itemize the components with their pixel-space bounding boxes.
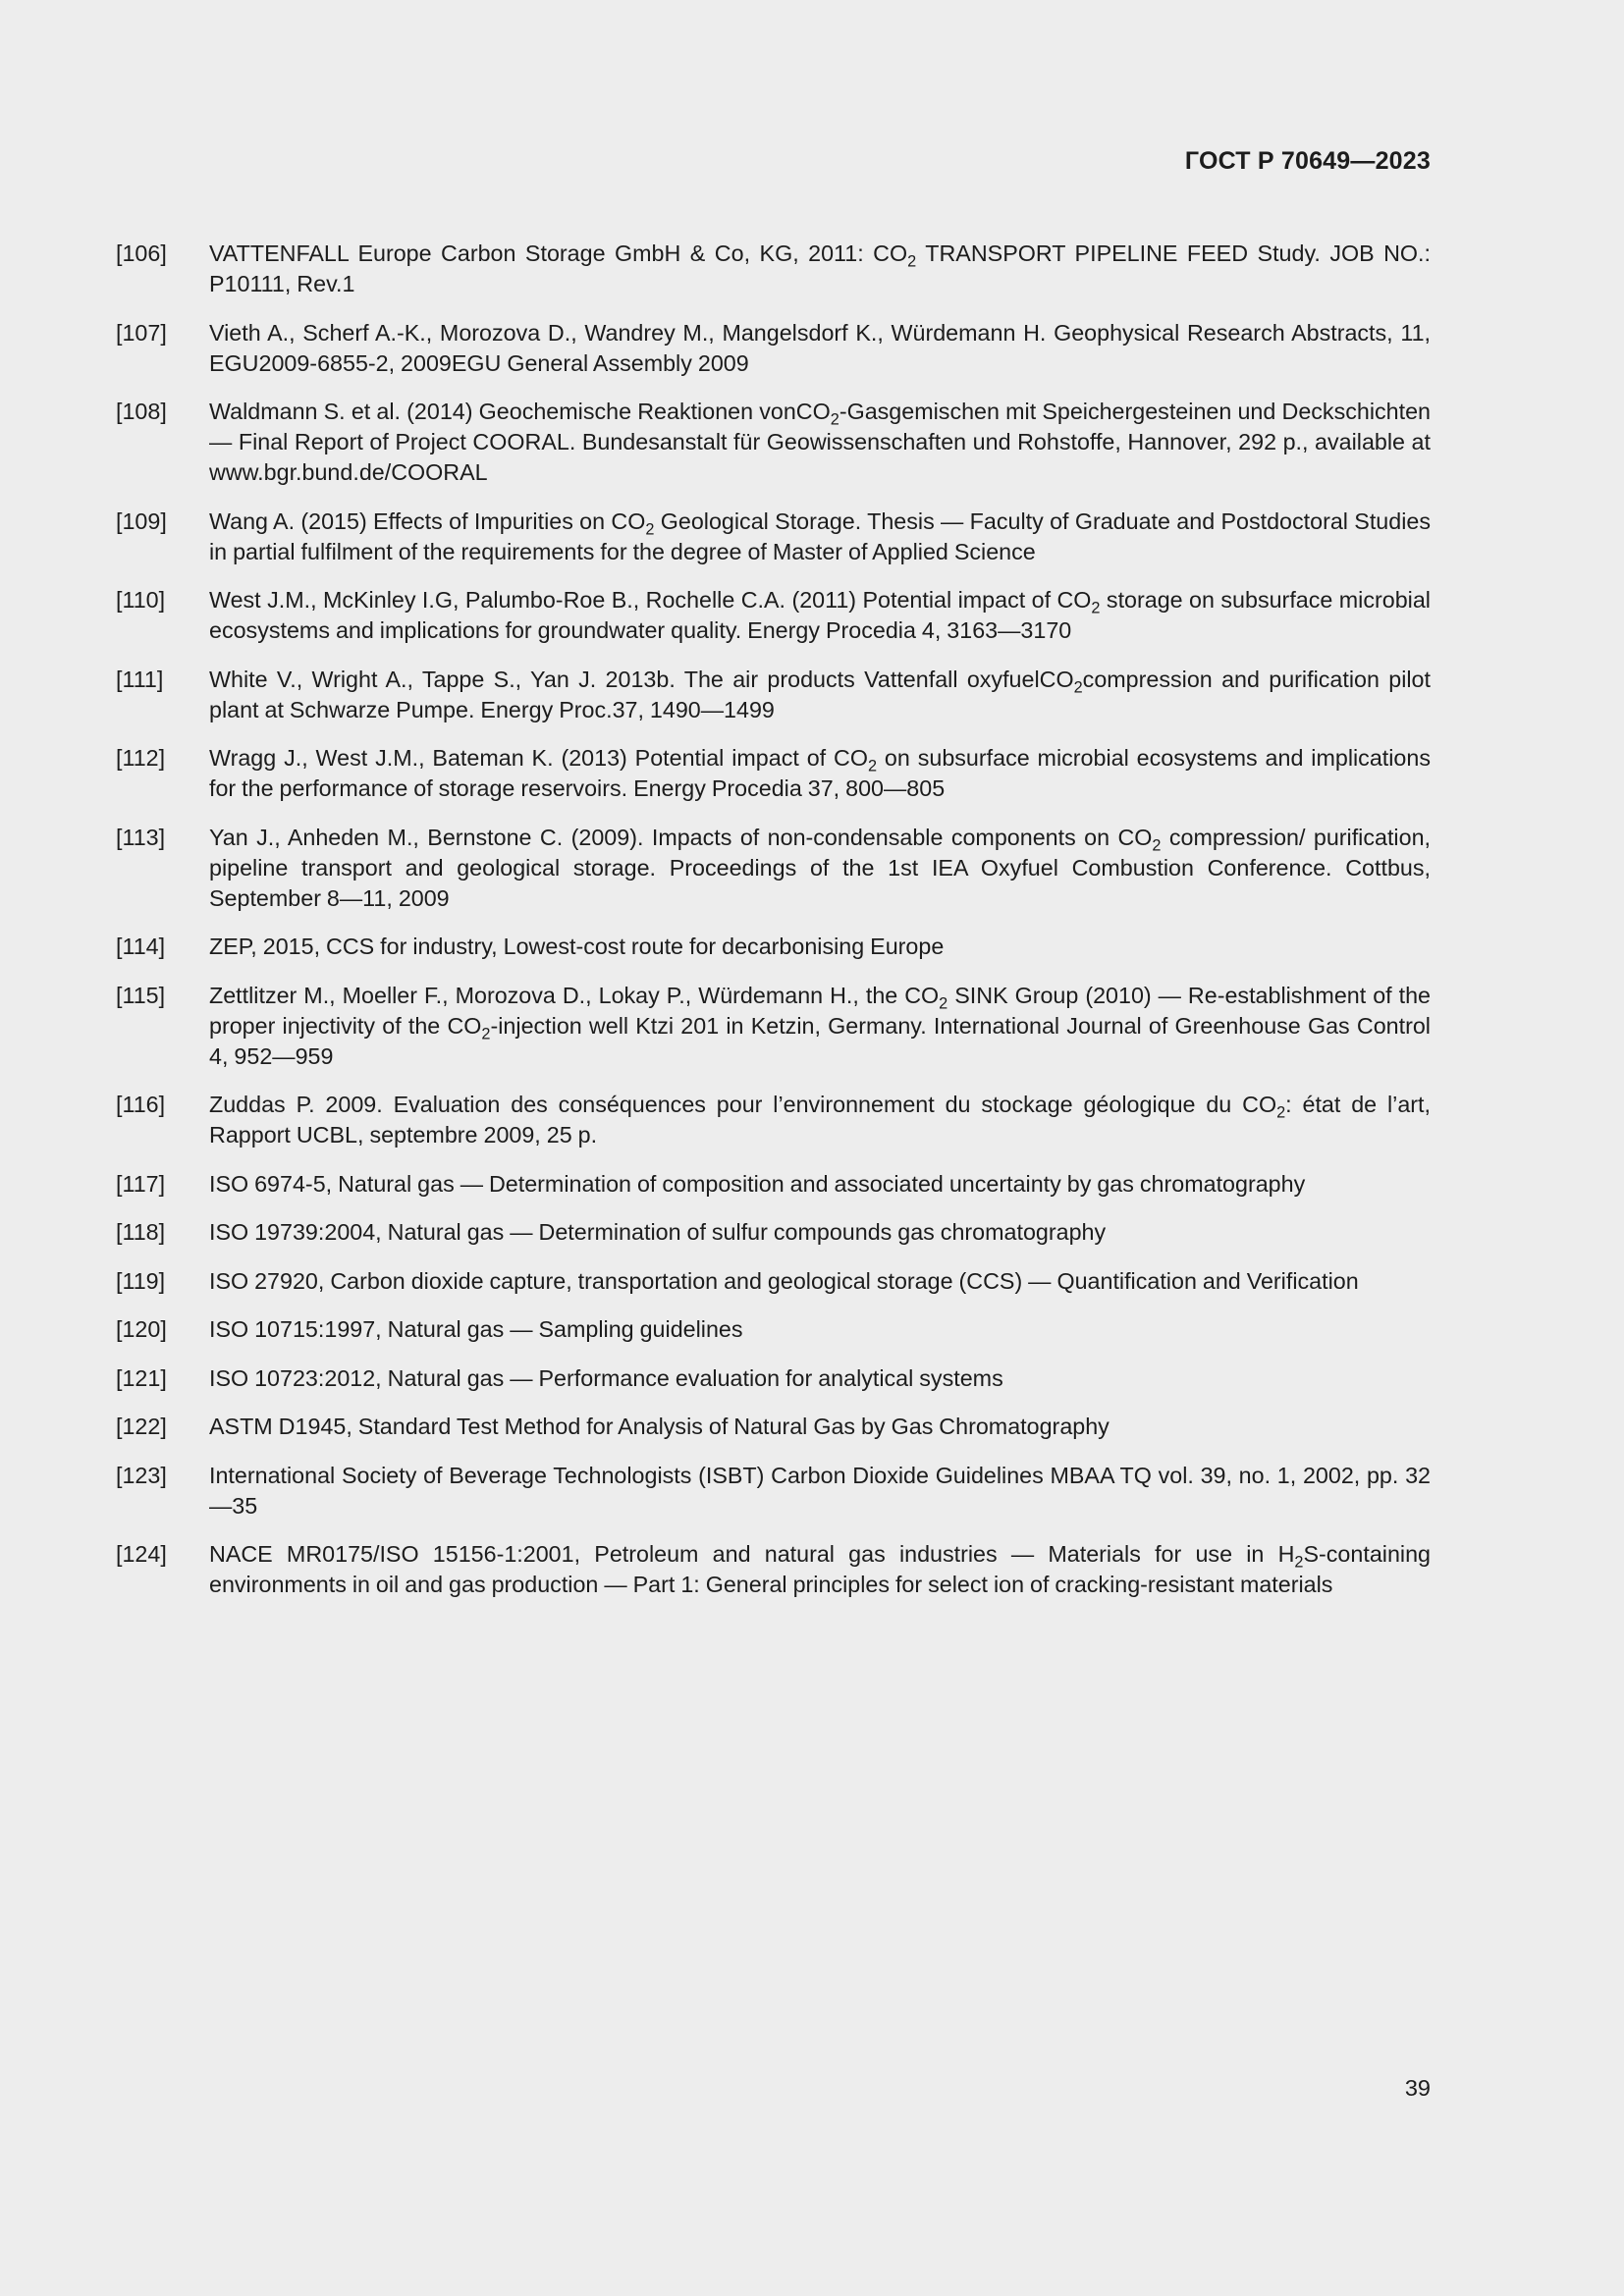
reference-text-segment: Wragg J., West J.M., Bateman K. (2013) Potential impact of CO <box>209 745 868 771</box>
reference-number: [121] <box>116 1364 167 1391</box>
reference-text <box>209 318 1431 379</box>
reference-number: [107] <box>116 319 167 346</box>
reference-item <box>116 1266 1431 1297</box>
subscript: 2 <box>830 410 839 429</box>
reference-number: [114] <box>116 934 166 959</box>
reference-text <box>209 585 1431 646</box>
reference-text-segment: Zuddas P. 2009. Evaluation des conséquences pour l’environnement du stockage géologique du CO <box>209 1092 1277 1117</box>
reference-text-segment: Yan J., Anheden M., Bernstone C. (2009). Impacts of non-condensable components on CO <box>209 824 1153 850</box>
reference-text <box>209 743 1431 804</box>
reference-text <box>209 665 1431 725</box>
reference-item <box>116 743 1431 804</box>
reference-text-segment: ISO 19739:2004, Natural gas — Determination of sulfur compounds gas chromatography <box>209 1219 1107 1245</box>
reference-list <box>116 239 1431 1619</box>
reference-text-segment: compression and purification pilot plant at Schwarze Pumpe. Energy Proc.37, 1490—1499 <box>209 666 1431 722</box>
reference-text <box>209 1412 1431 1442</box>
subscript: 2 <box>1276 1103 1286 1122</box>
reference-number: [112] <box>116 745 166 771</box>
reference-number: [123] <box>116 1462 167 1488</box>
reference-text-segment: ISO 10723:2012, Natural gas — Performance evaluation for analytical systems <box>209 1364 1003 1391</box>
reference-number: [122] <box>116 1414 167 1439</box>
reference-text-segment: White V., Wright A., Tappe S., Yan J. 2013b. The air products Vattenfall oxyfuelCO <box>209 666 1074 692</box>
subscript: 2 <box>645 520 655 539</box>
reference-text-segment: -Gasgemischen mit Speichergesteinen und Deckschichten — Final Report of Project COORAL. Bundesanstalt für Geowissenschaften und Rohstoffe, Hannover, 292 p., available at www.bgr.bund.de/COORAL <box>209 399 1431 485</box>
reference-text <box>209 1217 1431 1248</box>
page-number: 39 <box>1404 2075 1431 2101</box>
reference-text-segment: International Society of Beverage Technologists (ISBT) Carbon Dioxide Guidelines MBAA TQ vol. 39, no. 1, 2002, pp. 32—35 <box>209 1462 1431 1519</box>
reference-text-segment: Wang A. (2015) Effects of Impurities on CO <box>209 507 646 534</box>
reference-number: [109] <box>116 507 167 534</box>
subscript: 2 <box>907 252 917 271</box>
reference-number: [124] <box>116 1541 167 1567</box>
reference-text <box>209 507 1431 567</box>
reference-item <box>116 1412 1431 1442</box>
reference-number: [111] <box>116 666 164 692</box>
reference-number: [116] <box>116 1092 166 1117</box>
reference-item <box>116 1539 1431 1600</box>
reference-number: [113] <box>116 824 166 850</box>
reference-text-segment: : état de l’art, Rapport UCBL, septembre 2009, 25 p. <box>209 1092 1431 1148</box>
reference-text-segment: ASTM D1945, Standard Test Method for Analysis of Natural Gas by Gas Chromatography <box>209 1414 1110 1439</box>
subscript: 2 <box>1152 836 1162 855</box>
reference-item <box>116 1090 1431 1150</box>
reference-text <box>209 1314 1431 1345</box>
reference-number: [115] <box>116 982 166 1008</box>
reference-item <box>116 981 1431 1072</box>
reference-text-segment: SINK Group (2010) — Re-establishment of the proper injectivity of the CO <box>209 982 1431 1039</box>
reference-item <box>116 1363 1431 1394</box>
reference-text-segment: Geological Storage. Thesis — Faculty of Graduate and Postdoctoral Studies in partial fulfilment of the requirements for the degree of Master of Applied Science <box>209 507 1431 564</box>
reference-text-segment: West J.M., McKinley I.G, Palumbo-Roe B., Rochelle C.A. (2011) Potential impact of CO <box>209 587 1092 613</box>
reference-item <box>116 585 1431 646</box>
reference-item <box>116 665 1431 725</box>
reference-number: [110] <box>116 587 166 613</box>
reference-item <box>116 1169 1431 1200</box>
reference-text <box>209 1090 1431 1150</box>
reference-text <box>209 981 1431 1072</box>
subscript: 2 <box>1091 599 1101 617</box>
document-header: ГОСТ Р 70649—2023 <box>1184 147 1431 175</box>
reference-text-segment: storage on subsurface microbial ecosystems and implications for groundwater quality. Energy Procedia 4, 3163—3170 <box>209 587 1431 643</box>
reference-text-segment: Vieth A., Scherf A.-K., Morozova D., Wandrey M., Mangelsdorf K., Würdemann H. Geophysical Research Abstracts, 11, EGU2009-6855-2, 2009EGU General Assembly 2009 <box>209 319 1431 376</box>
reference-number: [108] <box>116 399 167 424</box>
reference-text <box>209 1363 1431 1394</box>
reference-text-segment: ISO 6974-5, Natural gas — Determination of composition and associated uncertainty by gas chromatography <box>209 1170 1306 1197</box>
reference-text-segment: ISO 10715:1997, Natural gas — Sampling guidelines <box>209 1316 743 1342</box>
reference-text <box>209 823 1431 914</box>
reference-text <box>209 1539 1431 1600</box>
reference-text <box>209 1461 1431 1522</box>
subscript: 2 <box>939 994 948 1013</box>
reference-text-segment: on subsurface microbial ecosystems and implications for the performance of storage reservoirs. Energy Procedia 37, 800—805 <box>209 745 1431 801</box>
subscript: 2 <box>1294 1553 1304 1572</box>
reference-item <box>116 318 1431 379</box>
reference-number: [120] <box>116 1316 167 1342</box>
reference-item <box>116 1461 1431 1522</box>
reference-item <box>116 397 1431 488</box>
subscript: 2 <box>1073 678 1083 697</box>
reference-text <box>209 932 1431 962</box>
reference-text <box>209 1266 1431 1297</box>
reference-text-segment: NACE MR0175/ISO 15156-1:2001, Petroleum and natural gas industries — Materials for use in H <box>209 1541 1295 1567</box>
reference-text-segment: S-containing environments in oil and gas production — Part 1: General principles for select ion of cracking-resistant materials <box>209 1541 1431 1597</box>
reference-text-segment: Zettlitzer M., Moeller F., Morozova D., Lokay P., Würdemann H., the CO <box>209 982 940 1008</box>
reference-item <box>116 239 1431 299</box>
subscript: 2 <box>481 1025 491 1043</box>
reference-text-segment: ZEP, 2015, CCS for industry, Lowest-cost route for decarbonising Europe <box>209 934 945 959</box>
reference-number: [117] <box>116 1170 166 1197</box>
reference-text-segment: Waldmann S. et al. (2014) Geochemische Reaktionen vonCO <box>209 399 831 424</box>
reference-text-segment: VATTENFALL Europe Carbon Storage GmbH & Co, KG, 2011: CO <box>209 240 908 266</box>
reference-text-segment: ISO 27920, Carbon dioxide capture, transportation and geological storage (CCS) — Quantification and Verification <box>209 1267 1359 1294</box>
reference-item <box>116 1217 1431 1248</box>
reference-number: [118] <box>116 1219 166 1245</box>
reference-text-segment: compression/ purification, pipeline transport and geological storage. Proceedings of the 1st IEA Oxyfuel Combustion Conference. Cottbus, September 8—11, 2009 <box>209 824 1431 911</box>
reference-text <box>209 1169 1431 1200</box>
reference-text-segment: TRANSPORT PIPELINE FEED Study. JOB NO.: P10111, Rev.1 <box>209 240 1431 296</box>
reference-text <box>209 239 1431 299</box>
reference-number: [106] <box>116 240 167 266</box>
reference-item <box>116 507 1431 567</box>
reference-number: [119] <box>116 1267 166 1294</box>
reference-text <box>209 397 1431 488</box>
reference-text-segment: -injection well Ktzi 201 in Ketzin, Germany. International Journal of Greenhouse Gas Control 4, 952—959 <box>209 1012 1431 1069</box>
reference-item <box>116 823 1431 914</box>
reference-item <box>116 932 1431 962</box>
reference-item <box>116 1314 1431 1345</box>
subscript: 2 <box>867 757 878 775</box>
